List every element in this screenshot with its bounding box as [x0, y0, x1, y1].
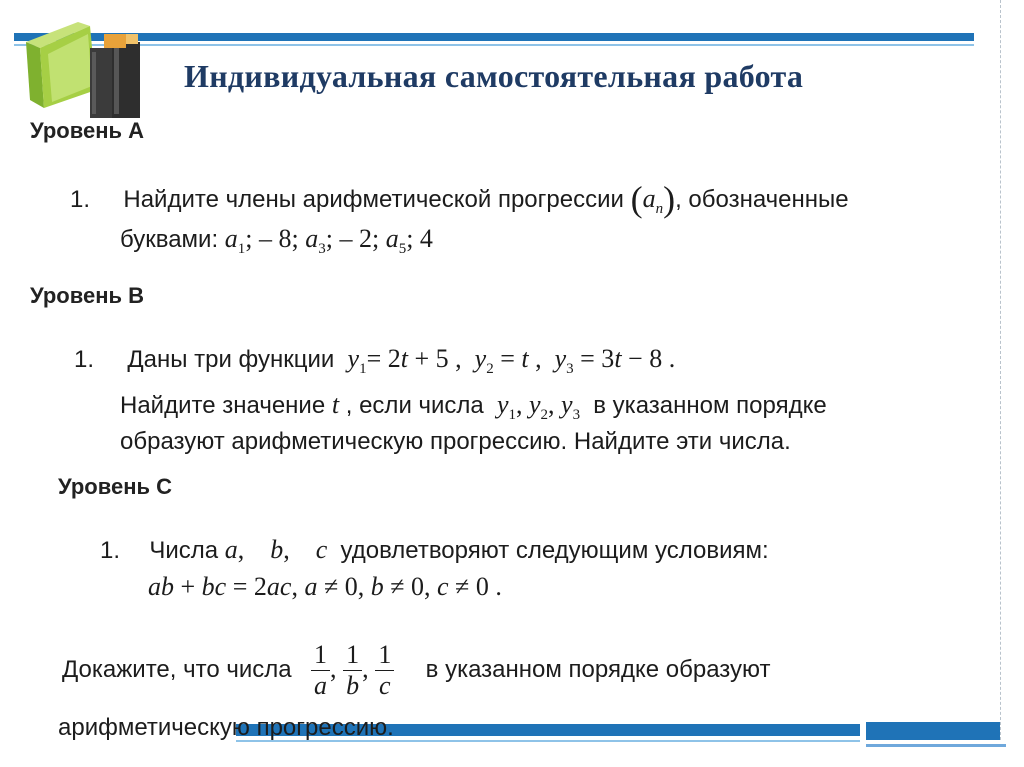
level-b-task-line1 [74, 344, 675, 378]
level-b-task-line3: образуют арифметическую прогрессию. Найдите эти числа. [120, 428, 791, 455]
level-c-prove-line: Докажите, что числа $\frac{1}{a}$ , $\frac{1}{b}$ , $\frac{1}{c}$ в указанном порядке образуют [62, 640, 771, 700]
level-b-numbers: $y_1$, $y_2$, $y_3$ [496, 390, 581, 423]
top-accent-bar [14, 33, 974, 41]
level-b-task-line2 [120, 390, 827, 424]
right-guide-line [1000, 0, 1001, 740]
level-c-variables: a, b, c [224, 535, 328, 564]
level-a-task-text-end: , обозначенные [675, 186, 849, 213]
fraction-1-over-c: $\frac{1}{c}$ [375, 640, 394, 701]
level-b-functions: $y_1= 2t + 5$ , $y_2 = t$ , $y_3 = 3t - 8$ . [347, 344, 676, 377]
level-c-task-line1 [100, 535, 769, 565]
level-a-task-text: Найдите члены арифметической прогрессии [123, 186, 624, 213]
fraction-1-over-b: $\frac{1}{b}$ [343, 640, 362, 701]
level-a-task-line2 [120, 224, 433, 258]
level-a-sequence: $a_1$; – 8; $a_3$; – 2; $a_5$; 4 [224, 224, 433, 257]
level-b-task-text: Даны три функции [127, 346, 335, 373]
level-a-task-number: 1. [70, 186, 91, 213]
level-a-letters-label: буквами: [120, 226, 219, 253]
level-b-if-text: , если числа [345, 392, 484, 419]
corner-accent-line [866, 744, 1006, 747]
level-b-heading: Уровень В [30, 283, 145, 308]
slide-title: Индивидуальная самостоятельная работа [184, 58, 804, 94]
level-b-order-text: в указанном порядке [593, 392, 827, 419]
level-c-heading: Уровень С [58, 474, 173, 499]
level-c-numbers-label: Числа [149, 537, 219, 564]
fraction-1-over-a: $\frac{1}{a}$ [311, 640, 330, 701]
level-c-condition [148, 572, 502, 602]
level-c-last-line: арифметическую прогрессию. [58, 714, 394, 741]
level-b-task-number: 1. [74, 346, 95, 373]
level-b-find-text: Найдите значение [120, 392, 326, 419]
level-c-equation: ab + bc = 2ac, a ≠ 0, b ≠ 0, c ≠ 0 . [148, 572, 502, 601]
progression-notation: $(a_n)$ [630, 179, 676, 219]
level-a-task-line1 [70, 178, 849, 220]
books-icon [18, 12, 158, 132]
level-c-order-text: в указанном порядке образуют [425, 655, 771, 683]
level-c-prove-text: Докажите, что числа [62, 655, 292, 683]
corner-accent-block [866, 722, 1000, 740]
variable-t: t [331, 390, 340, 419]
level-c-condition-text: удовлетворяют следующим условиям: [340, 537, 769, 564]
level-c-task-number: 1. [100, 537, 121, 564]
top-accent-line [14, 44, 974, 46]
level-a-heading: Уровень А [30, 118, 145, 143]
